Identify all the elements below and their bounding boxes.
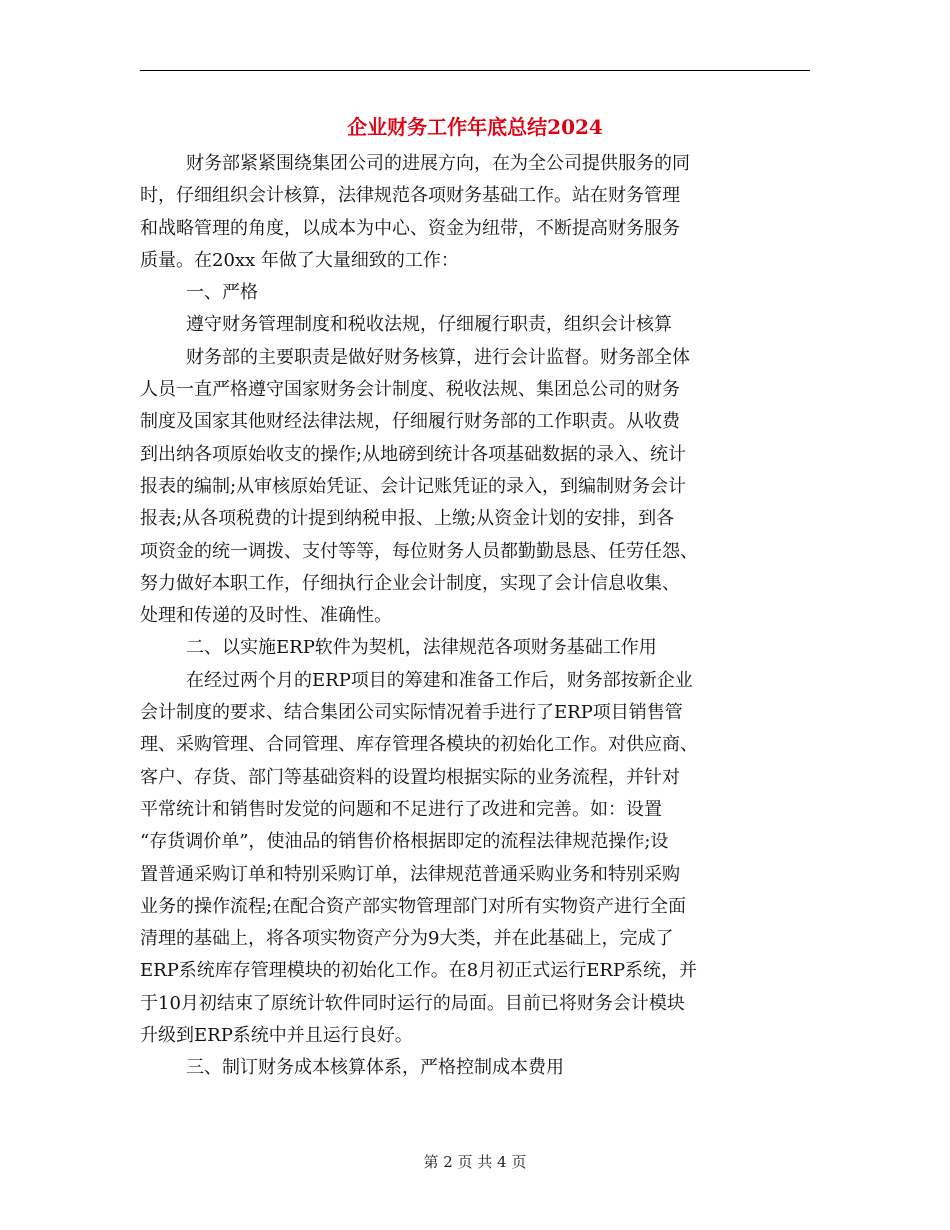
paragraph-erp bbox=[140, 665, 820, 1053]
text-line: ERP系统库存管理模块的初始化工作。在8月初正式运行ERP系统，并 bbox=[140, 960, 698, 982]
text-line: 报表的编制;从审核原始凭证、会计记账凭证的录入，到编制财务会计 bbox=[140, 475, 687, 497]
text-line: 会计制度的要求、结合集团公司实际情况着手进行了ERP项目销售管 bbox=[140, 702, 683, 724]
paragraph-duties bbox=[140, 342, 820, 633]
text-line: 遵守财务管理制度和税收法规，仔细履行职责，组织会计核算 bbox=[186, 314, 672, 336]
document-body bbox=[140, 148, 820, 1085]
text-line: “存货调价单”，使油品的销售价格根据即定的流程法律规范操作;设 bbox=[140, 831, 669, 853]
paragraph-intro bbox=[140, 148, 820, 277]
text-line: 报表;从各项税费的计提到纳税申报、上缴;从资金计划的安排，到各 bbox=[140, 508, 675, 530]
text-line: 人员一直严格遵守国家财务会计制度、税收法规、集团总公司的财务 bbox=[140, 379, 680, 401]
text-line: 努力做好本职工作，仔细执行企业会计制度，实现了会计信息收集、 bbox=[140, 572, 680, 594]
text-line: 处理和传递的及时性、准确性。 bbox=[140, 605, 392, 627]
section-heading-2 bbox=[140, 632, 820, 664]
text-line: 清理的基础上，将各项实物资产分为9大类，并在此基础上，完成了 bbox=[140, 928, 674, 950]
heading-text: 二、以实施ERP软件为契机，法律规范各项财务基础工作用 bbox=[186, 637, 657, 659]
text-line: 和战略管理的角度，以成本为中心、资金为纽带，不断提高财务服务 bbox=[140, 217, 680, 239]
text-line: 于10月初结束了原统计软件同时运行的局面。目前已将财务会计模块 bbox=[140, 992, 685, 1014]
section-heading-1 bbox=[140, 277, 820, 309]
text-line: 客户、存货、部门等基础资料的设置均根据实际的业务流程，并针对 bbox=[140, 766, 680, 788]
text-line: 置普通采购订单和特别采购订单，法律规范普通采购业务和特别采购 bbox=[140, 863, 680, 885]
text-line: 财务部紧紧围绕集团公司的进展方向，在为全公司提供服务的同 bbox=[186, 153, 690, 174]
section-heading-3 bbox=[140, 1052, 820, 1084]
header-rule bbox=[140, 70, 810, 71]
text-line: 时，仔细组织会计核算，法律规范各项财务基础工作。站在财务管理 bbox=[140, 185, 680, 207]
text-line: 财务部的主要职责是做好财务核算，进行会计监督。财务部全体 bbox=[186, 346, 690, 368]
text-line: 理、采购管理、合同管理、库存管理各模块的初始化工作。对供应商、 bbox=[140, 734, 698, 756]
paragraph-subheading bbox=[140, 309, 820, 341]
text-line: 在经过两个月的ERP项目的筹建和准备工作后，财务部按新企业 bbox=[186, 669, 693, 691]
document-title: 企业财务工作年底总结2024 bbox=[347, 115, 603, 139]
text-line: 质量。在20xx 年做了大量细致的工作： bbox=[140, 249, 459, 271]
text-line: 到出纳各项原始收支的操作;从地磅到统计各项基础数据的录入、统计 bbox=[140, 443, 687, 465]
text-line: 升级到ERP系统中并且运行良好。 bbox=[140, 1025, 413, 1047]
heading-text: 三、制订财务成本核算体系，严格控制成本费用 bbox=[186, 1057, 564, 1079]
heading-text: 一、严格 bbox=[186, 282, 258, 304]
text-line: 平常统计和销售时发觉的问题和不足进行了改进和完善。如：设置 bbox=[140, 798, 662, 820]
text-line: 项资金的统一调拨、支付等等，每位财务人员都勤勤恳恳、任劳任怨、 bbox=[140, 540, 698, 562]
text-line: 业务的操作流程;在配合资产部实物管理部门对所有实物资产进行全面 bbox=[140, 895, 687, 917]
text-line: 制度及国家其他财经法律法规，仔细履行财务部的工作职责。从收费 bbox=[140, 411, 680, 433]
page-footer: 第 2 页 共 4 页 bbox=[423, 1153, 527, 1171]
